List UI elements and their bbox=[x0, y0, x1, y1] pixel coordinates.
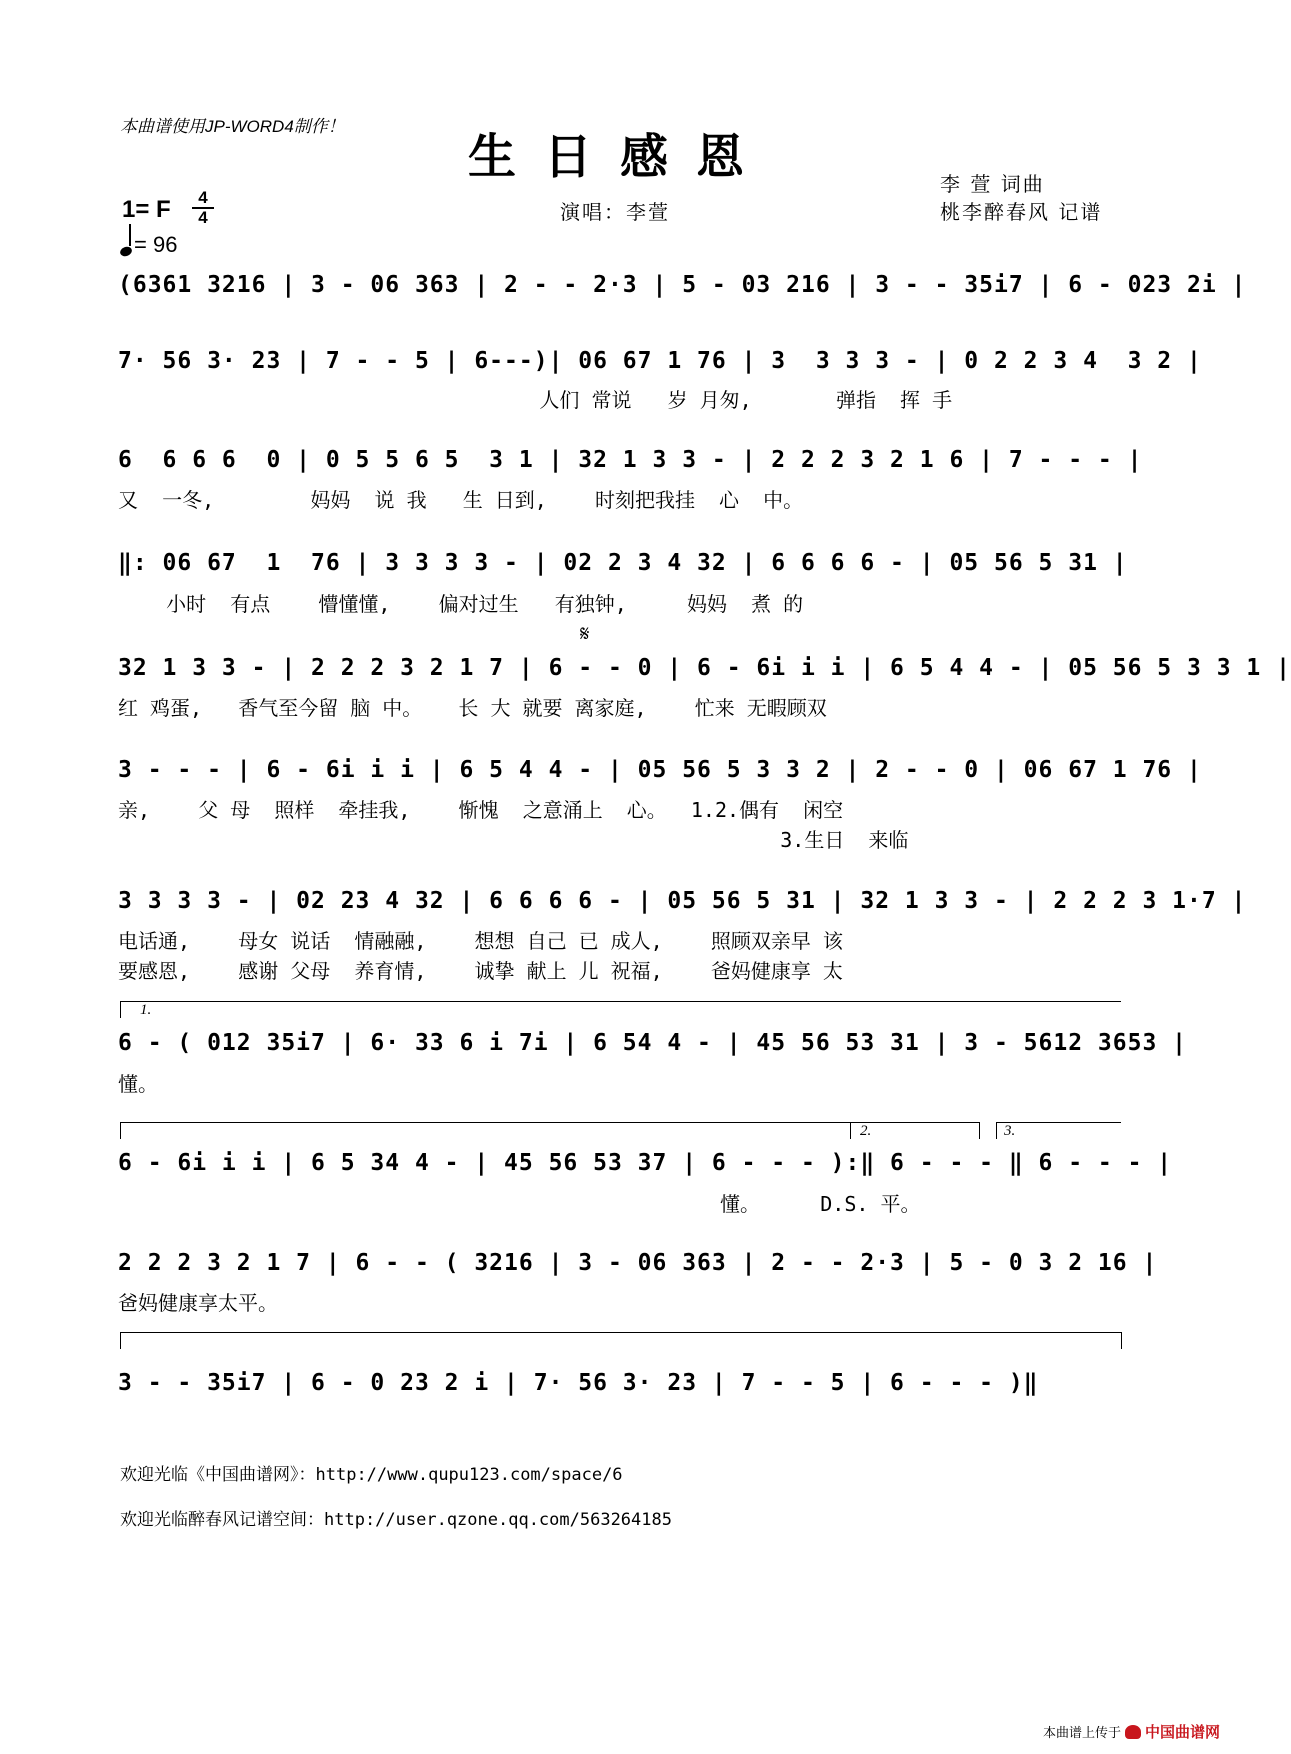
score-line-9: 6 - 6i i i | 6 5 34 4 - | 45 56 53 37 | 6 - - - ):‖ 6 - - - ‖ 6 - - - | bbox=[118, 1150, 1173, 1176]
lyric-line-6b: 3.生日 来临 bbox=[118, 828, 909, 852]
ending-1-bracket bbox=[120, 1001, 1121, 1018]
score-line-8: 6 - ( 012 35i7 | 6· 33 6 i 7i | 6 54 4 - | 45 56 53 31 | 3 - 5612 3653 | bbox=[118, 1030, 1187, 1056]
score-line-7: 3 3 3 3 - | 02 23 4 32 | 6 6 6 6 - | 05 56 5 31 | 32 1 3 3 - | 2 2 2 3 1·7 | bbox=[118, 888, 1247, 914]
score-line-10: 2 2 2 3 2 1 7 | 6 - - ( 3216 | 3 - 06 363 | 2 - - 2·3 | 5 - 0 3 2 16 | bbox=[118, 1250, 1158, 1276]
lyricist-composer: 李 萱 词曲 bbox=[940, 172, 1045, 196]
lyric-line-2: 人们 常说 岁 月匆, 弹指 挥 手 bbox=[118, 388, 953, 412]
site-logo-icon bbox=[1125, 1725, 1141, 1739]
ending-3-label: 3. bbox=[1004, 1123, 1016, 1139]
transcriber: 桃李醉春风 记谱 bbox=[940, 200, 1103, 224]
ending-2-label: 2. bbox=[860, 1123, 872, 1139]
lyric-line-4: 小时 有点 懵懂懂, 偏对过生 有独钟, 妈妈 煮 的 bbox=[118, 592, 804, 616]
lyric-line-3: 又 一冬, 妈妈 说 我 生 日到, 时刻把我挂 心 中。 bbox=[118, 488, 804, 512]
note-stem bbox=[129, 224, 131, 246]
score-line-1: (6361 3216 | 3 - 06 363 | 2 - - 2·3 | 5 - 03 216 | 3 - - 35i7 | 6 - 023 2i | bbox=[118, 272, 1247, 298]
ending-1-label: 1. bbox=[140, 1002, 152, 1018]
score-line-4: ‖: 06 67 1 76 | 3 3 3 3 - | 02 2 3 4 32 | 6 6 6 6 - | 05 56 5 31 | bbox=[118, 550, 1128, 576]
time-signature bbox=[192, 190, 214, 226]
time-numerator: 4 bbox=[198, 188, 208, 207]
score-line-11: 3 - - 35i7 | 6 - 0 23 2 i | 7· 56 3· 23 | 7 - - 5 | 6 - - - )‖ bbox=[118, 1370, 1039, 1396]
score-line-2: 7· 56 3· 23 | 7 - - 5 | 6---)| 06 67 1 76 | 3 3 3 3 - | 0 2 2 3 4 3 2 | bbox=[118, 348, 1202, 374]
software-note: 本曲谱使用JP-WORD4制作！ bbox=[120, 117, 345, 136]
lyric-line-8: 懂。 bbox=[118, 1072, 158, 1096]
time-denominator: 4 bbox=[198, 208, 208, 227]
quarter-note-icon bbox=[119, 245, 133, 258]
score-line-5: 32 1 3 3 - | 2 2 2 3 2 1 7 | 6 - - 0 | 6 - 6i i i | 6 5 4 4 - | 05 56 5 3 3 1 | bbox=[118, 655, 1291, 681]
lyric-line-5: 红 鸡蛋, 香气至今留 脑 中。 长 大 就要 离家庭, 忙来 无暇顾双 bbox=[118, 696, 827, 720]
key-signature: 1= F bbox=[122, 196, 171, 223]
site-brand: 中国曲谱网 bbox=[1144, 1723, 1220, 1741]
upload-badge bbox=[1043, 1721, 1220, 1742]
lyric-line-9: 懂。 D.S. 平。 bbox=[118, 1192, 921, 1216]
score-line-3: 6 6 6 6 0 | 0 5 5 6 5 3 1 | 32 1 3 3 - | 2 2 2 3 2 1 6 | 7 - - - | bbox=[118, 447, 1143, 473]
score-line-6: 3 - - - | 6 - 6i i i | 6 5 4 4 - | 05 56 5 3 3 2 | 2 - - 0 | 06 67 1 76 | bbox=[118, 757, 1202, 783]
coda-bracket bbox=[120, 1332, 1122, 1349]
upload-note: 本曲谱上传于 bbox=[1042, 1726, 1121, 1741]
lyric-line-6a: 亲, 父 母 照样 牵挂我, 惭愧 之意涌上 心。 1.2.偶有 闲空 bbox=[118, 798, 844, 822]
singer: 演唱：李萱 bbox=[560, 200, 670, 224]
tempo-value: = 96 bbox=[134, 232, 178, 257]
lyric-line-7a: 电话通, 母女 说话 情融融, 想想 自己 已 成人, 照顾双亲早 该 bbox=[118, 929, 843, 953]
segno-sign: 𝄋 bbox=[580, 622, 590, 647]
lyric-line-10: 爸妈健康享太平。 bbox=[118, 1291, 278, 1315]
song-title: 生日感恩 bbox=[467, 129, 772, 185]
footer-link-qzone[interactable]: 欢迎光临醉春风记谱空间：http://user.qzone.qq.com/563264185 bbox=[120, 1510, 672, 1530]
lyric-line-7b: 要感恩, 感谢 父母 养育情, 诚挚 献上 儿 祝福, 爸妈健康享 太 bbox=[118, 959, 843, 983]
tempo-marking bbox=[120, 230, 177, 258]
footer-link-qupu123[interactable]: 欢迎光临《中国曲谱网》：http://www.qupu123.com/space/6 bbox=[120, 1465, 623, 1485]
